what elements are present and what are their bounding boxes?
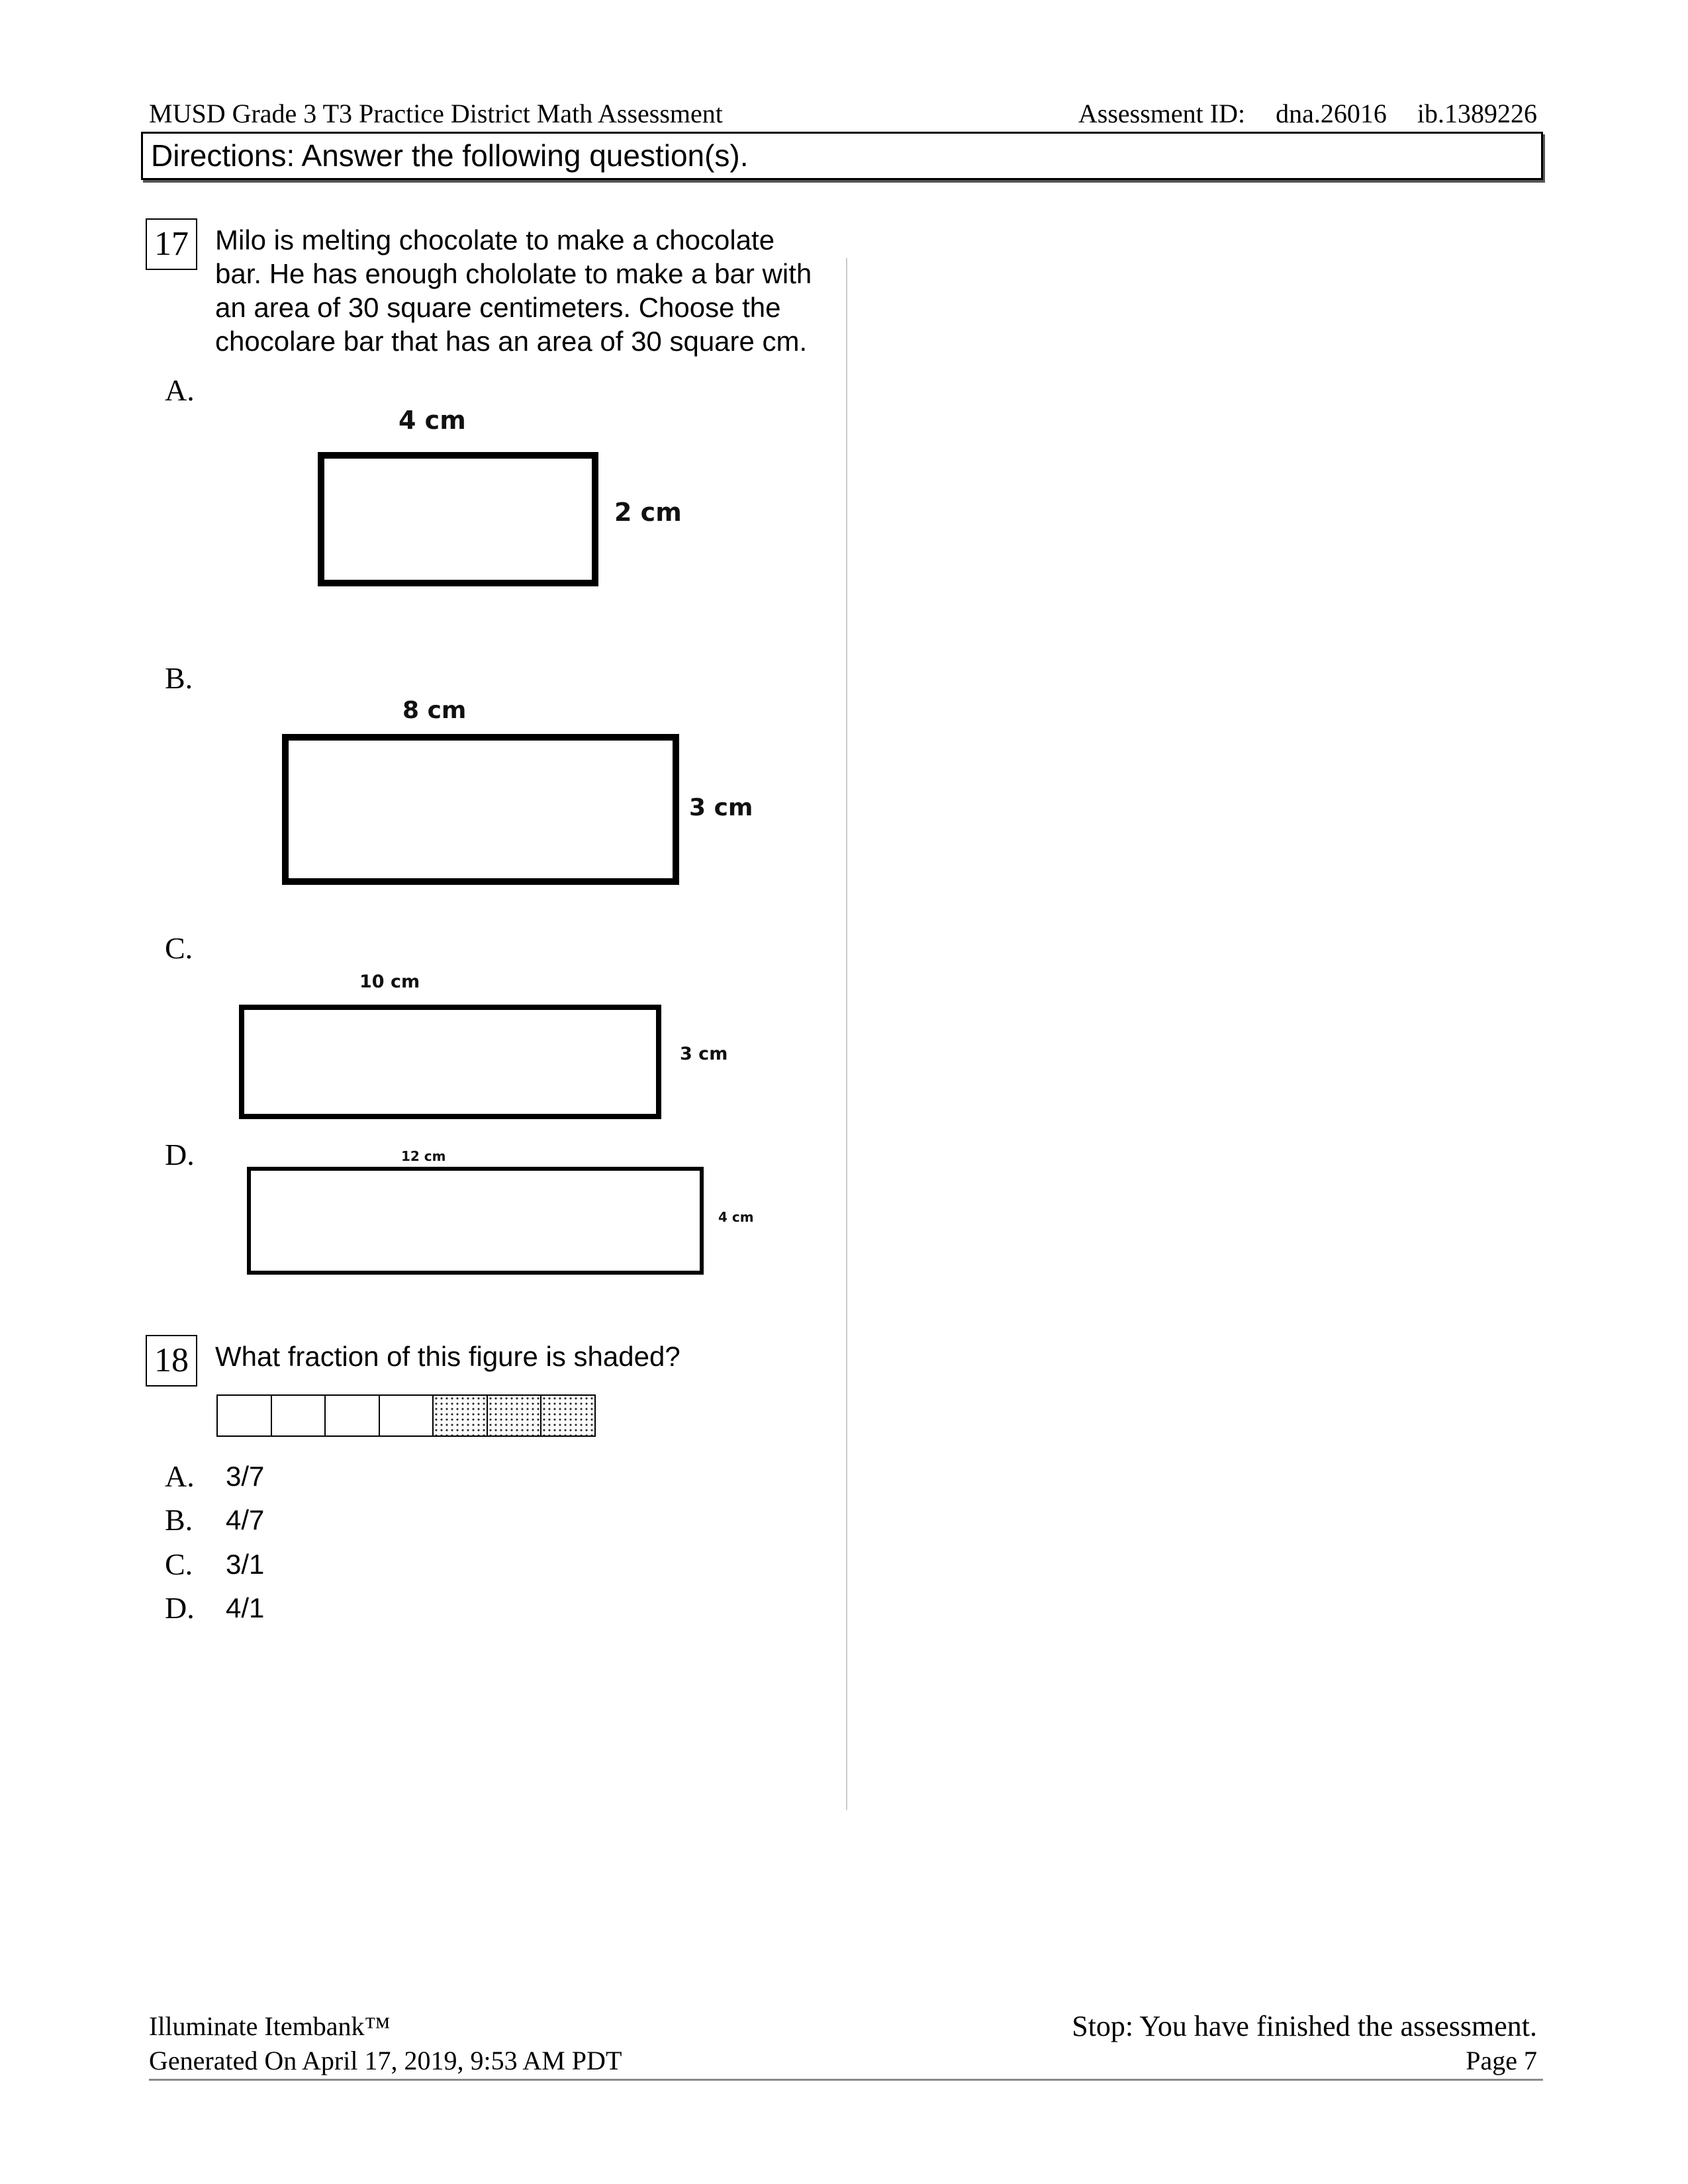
footer-left (149, 2009, 622, 2078)
fraction-figure (216, 1394, 596, 1437)
figure-cell-unshaded (272, 1396, 326, 1435)
question-17-line-1: Milo is melting chocolate to make a chocolate (215, 224, 775, 255)
q18-option-b-text[interactable]: 4/7 (226, 1504, 265, 1535)
q17-option-a-height-label: 2 cm (614, 498, 682, 527)
footer-page-number: Page 7 (1466, 2046, 1537, 2075)
footer-right (1072, 2009, 1537, 2078)
q17-option-d-rectangle[interactable] (247, 1167, 704, 1275)
q17-option-c-width-label: 10 cm (359, 972, 420, 992)
q17-option-c-letter[interactable]: C. (165, 931, 193, 965)
q17-option-d-letter[interactable]: D. (165, 1138, 195, 1171)
q17-option-b-rectangle[interactable] (282, 734, 679, 885)
question-17-line-3: an area of 30 square centimeters. Choose the (215, 292, 781, 323)
q17-option-b-height-label: 3 cm (689, 794, 753, 821)
column-divider (846, 258, 847, 1810)
figure-cell-shaded (541, 1396, 594, 1435)
question-17-line-4: chocolare bar that has an area of 30 square cm. (215, 326, 808, 357)
footer-brand: Illuminate Itembank™ (149, 2011, 391, 2041)
assessment-title: MUSD Grade 3 T3 Practice District Math Assessment (149, 99, 723, 128)
ib-id: ib.1389226 (1417, 99, 1537, 128)
q17-option-d-height-label: 4 cm (718, 1209, 754, 1225)
figure-cell-unshaded (218, 1396, 272, 1435)
dna-id: dna.26016 (1276, 99, 1387, 128)
q17-option-a-width-label: 4 cm (399, 406, 466, 435)
q18-option-d-letter[interactable]: D. (165, 1591, 195, 1625)
q17-option-c-rectangle[interactable] (239, 1005, 661, 1119)
q17-option-b-letter[interactable]: B. (165, 661, 193, 695)
q18-option-c-letter[interactable]: C. (165, 1547, 193, 1581)
q18-option-d-text[interactable]: 4/1 (226, 1592, 265, 1623)
footer-rule (149, 2079, 1543, 2081)
footer-generated: Generated On April 17, 2019, 9:53 AM PDT (149, 2046, 622, 2075)
question-17-line-2: bar. He has enough chololate to make a bar with (215, 258, 812, 289)
question-number-17: 17 (146, 218, 197, 270)
q18-option-a-text[interactable]: 3/7 (226, 1461, 265, 1492)
q17-option-b-width-label: 8 cm (402, 697, 467, 724)
q17-option-d-width-label: 12 cm (401, 1148, 446, 1164)
figure-cell-unshaded (380, 1396, 434, 1435)
question-number-18: 18 (146, 1335, 197, 1387)
q18-option-b-letter[interactable]: B. (165, 1503, 193, 1537)
figure-cell-shaded (488, 1396, 542, 1435)
figure-cell-unshaded (326, 1396, 380, 1435)
assessment-id (1078, 98, 1537, 129)
question-17-text (215, 223, 812, 358)
q17-option-a-letter[interactable]: A. (165, 373, 195, 407)
q17-option-c-height-label: 3 cm (680, 1044, 728, 1064)
footer-stop-message: Stop: You have finished the assessment. (1072, 2010, 1537, 2042)
directions-box: Directions: Answer the following question(s). (141, 132, 1543, 180)
q17-option-a-rectangle[interactable] (318, 452, 598, 586)
q18-option-c-text[interactable]: 3/1 (226, 1549, 265, 1580)
figure-cell-shaded (434, 1396, 488, 1435)
question-18-text: What fraction of this figure is shaded? (215, 1341, 680, 1372)
q18-option-a-letter[interactable]: A. (165, 1459, 195, 1493)
assessment-id-label: Assessment ID: (1078, 99, 1246, 128)
